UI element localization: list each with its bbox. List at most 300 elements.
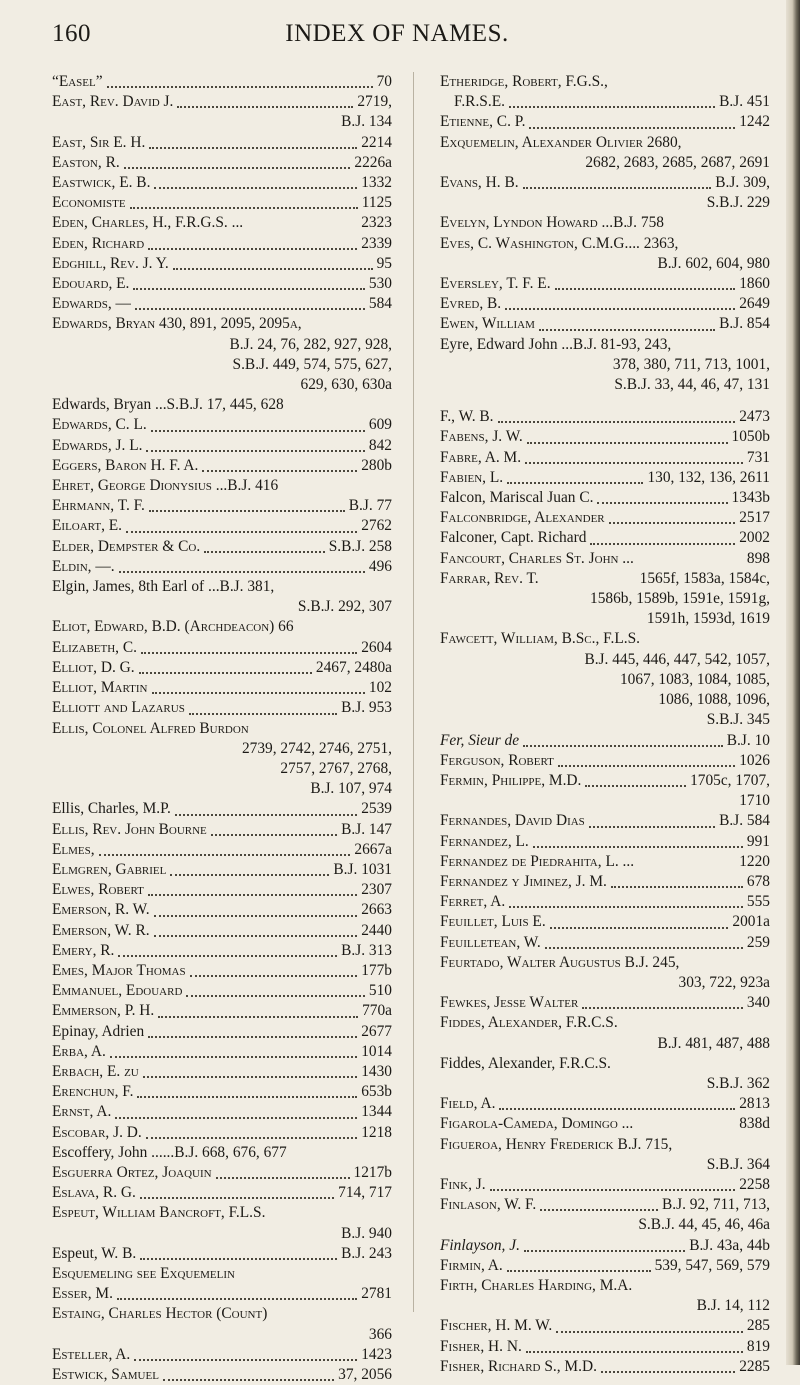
leader-dots (582, 1007, 743, 1009)
entry-reference: 555 (746, 893, 770, 911)
entry-name: Firth, Charles Harding, M.A. (440, 1276, 633, 1294)
leader-dots (119, 571, 365, 573)
index-entry (52, 1264, 392, 1284)
leader-dots (140, 1197, 334, 1199)
entry-name: Elliot, Martin (52, 679, 148, 697)
index-entry (52, 698, 392, 718)
leader-dots (110, 1056, 357, 1058)
entry-name: Emmerson, P. H. (52, 1002, 155, 1020)
entry-name: East, Sir E. H. (52, 133, 146, 151)
index-entry (440, 832, 770, 852)
index-entry (440, 92, 770, 112)
leader-dots (533, 846, 743, 848)
leader-dots (539, 329, 715, 331)
index-entry (440, 1316, 770, 1336)
index-entry (440, 294, 770, 314)
entry-name: Edouard, E. (52, 275, 130, 293)
leader-dots (509, 106, 715, 108)
index-entry (440, 407, 770, 427)
entry-continuation: 378, 380, 711, 713, 1001, (612, 355, 770, 373)
entry-name: Farrar, Rev. T. (440, 569, 539, 587)
entry-continuation: 2682, 2683, 2685, 2687, 2691 (585, 153, 770, 171)
entry-name: Feuilletean, W. (440, 933, 541, 951)
index-entry (440, 274, 770, 294)
index-entry (440, 133, 770, 153)
leader-dots (216, 1177, 350, 1179)
entry-reference: B.J. 1031 (333, 860, 392, 878)
entry-reference: B.J. 854 (719, 315, 770, 333)
entry-reference: 1332 (361, 174, 392, 192)
index-entry (52, 254, 392, 274)
index-entry (440, 1094, 770, 1114)
page-edge-shadow (786, 0, 800, 1365)
entry-reference: 259 (746, 933, 770, 951)
entry-reference: B.J. 953 (341, 699, 392, 717)
entry-name: Ehret, George Dionysius ...B.J. 416 (52, 477, 279, 495)
leader-dots (149, 147, 357, 149)
entry-name: Fiddes, Alexander, F.R.C.S. (440, 1054, 611, 1072)
index-entry (52, 840, 392, 860)
leader-dots (139, 672, 312, 674)
entry-name: Espeut, W. B. (52, 1244, 137, 1262)
entry-reference: 2323 (361, 214, 392, 232)
index-entry (440, 993, 770, 1013)
entry-name: Fancourt, Charles St. John ... (440, 549, 634, 567)
entry-name: Ehrmann, T. F. (52, 497, 145, 515)
index-entry (440, 112, 770, 132)
entry-name: Elwes, Robert (52, 881, 144, 899)
index-entry (52, 1163, 392, 1183)
entry-name: Elmgren, Gabriel (52, 860, 167, 878)
index-entry (52, 1183, 392, 1203)
index-entry (440, 811, 770, 831)
entry-reference: 1220 (739, 852, 770, 870)
leader-dots (499, 1108, 735, 1110)
entry-name: Elliott and Lazarus (52, 699, 185, 717)
index-entry (52, 92, 392, 112)
entry-reference: 2467, 2480a (315, 658, 392, 676)
index-entry (52, 981, 392, 1001)
entry-reference: 2473 (739, 408, 770, 426)
index-entry (440, 1013, 770, 1033)
entry-continuation: B.J. 481, 487, 488 (657, 1034, 770, 1052)
leader-dots (163, 1379, 334, 1381)
leader-dots (186, 995, 365, 997)
leader-dots (177, 106, 353, 108)
entry-name: Ellis, Colonel Alfred Burdon (52, 719, 249, 737)
leader-dots (118, 955, 337, 957)
index-entry (52, 1244, 392, 1264)
entry-continuation: B.J. 24, 76, 282, 927, 928, (229, 335, 392, 353)
leader-dots (158, 1016, 358, 1018)
index-entry (440, 1256, 770, 1276)
entry-reference: 2677 (361, 1022, 392, 1040)
entry-name: Ferret, A. (440, 893, 506, 911)
entry-reference: B.J. 10 (726, 731, 770, 749)
leader-dots (540, 1209, 658, 1211)
entry-continuation: B.J. 940 (341, 1224, 392, 1242)
entry-reference: 1125 (361, 194, 392, 212)
index-entry (52, 294, 392, 314)
index-entry (52, 658, 392, 678)
index-entry (440, 1135, 770, 1155)
entry-name: Falconer, Capt. Richard (440, 529, 587, 547)
index-entry (440, 872, 770, 892)
index-entry (52, 476, 392, 496)
entry-reference: 2339 (361, 234, 392, 252)
leader-dots (498, 421, 736, 423)
index-entry (52, 1082, 392, 1102)
entry-continuation: B.J. 602, 604, 980 (657, 254, 770, 272)
leader-dots (189, 713, 337, 715)
entry-name: Ellis, Charles, M.P. (52, 800, 171, 818)
entry-name: F.R.S.E. (454, 93, 505, 111)
entry-name: Ellis, Rev. John Bourne (52, 820, 207, 838)
entry-name: Firmin, A. (440, 1256, 503, 1274)
index-entry (440, 1054, 770, 1074)
entry-reference: 1242 (739, 113, 770, 131)
entry-reference: 1217b (353, 1163, 392, 1181)
index-entry (52, 1143, 392, 1163)
index-entry (440, 1337, 770, 1357)
index-entry (440, 72, 770, 92)
index-entry (440, 731, 770, 751)
entry-reference: 2307 (361, 881, 392, 899)
running-title: INDEX OF NAMES. (285, 20, 509, 47)
entry-reference: 1344 (361, 1103, 392, 1121)
entry-reference: 609 (368, 416, 392, 434)
leader-dots (555, 288, 736, 290)
entry-name: Edghill, Rev. J. Y. (52, 254, 169, 272)
entry-reference: 1218 (361, 1123, 392, 1141)
index-entry (52, 719, 392, 739)
entry-name: Evans, H. B. (440, 174, 519, 192)
entry-continuation: 629, 630, 630a (300, 376, 392, 394)
page-header (52, 20, 742, 54)
leader-dots (173, 268, 373, 270)
entry-name: Elizabeth, C. (52, 638, 137, 656)
entry-name: Exquemelin, Alexander Olivier 2680, (440, 133, 682, 151)
entry-reference: 2762 (361, 517, 392, 535)
entry-continuation: S.B.J. 229 (706, 194, 770, 212)
leader-dots (545, 947, 743, 949)
entry-name: Ewen, William (440, 315, 535, 333)
entry-continuation: S.B.J. 345 (706, 711, 770, 729)
index-entry (440, 488, 770, 508)
entry-reference: 1014 (361, 1042, 392, 1060)
leader-dots (148, 1036, 357, 1038)
entry-name: Fisher, H. N. (440, 1337, 522, 1355)
index-entry (52, 860, 392, 880)
entry-name: Eyre, Edward John ...B.J. 81-93, 243, (440, 335, 672, 353)
leader-dots (556, 1331, 743, 1333)
entry-continuation: S.B.J. 362 (706, 1074, 770, 1092)
entry-reference: 496 (368, 557, 392, 575)
index-entry (440, 335, 770, 355)
entry-name: Fink, J. (440, 1175, 486, 1193)
entry-reference: 2604 (361, 638, 392, 656)
index-entry (52, 153, 392, 173)
index-entry (440, 629, 770, 649)
entry-continuation: S.B.J. 364 (706, 1155, 770, 1173)
leader-dots (140, 1258, 337, 1260)
entry-reference: 898 (746, 549, 770, 567)
leader-dots (107, 86, 373, 88)
index-entry (440, 1357, 770, 1377)
entry-name: Figarola-Cameda, Domingo ... (440, 1115, 634, 1133)
leader-dots (115, 1117, 357, 1119)
leader-dots (146, 450, 364, 452)
entry-name: Field, A. (440, 1095, 496, 1113)
entry-continuation: 1067, 1083, 1084, 1085, (619, 670, 770, 688)
entry-name: Fermin, Philippe, M.D. (440, 771, 582, 789)
entry-reference: 1423 (361, 1345, 392, 1363)
index-entry (52, 820, 392, 840)
entry-name: Finlayson, J. (440, 1236, 520, 1254)
index-entry (440, 751, 770, 771)
index-entry (52, 72, 392, 92)
leader-dots (507, 482, 643, 484)
entry-reference: 2667a (354, 840, 392, 858)
index-entry (52, 516, 392, 536)
entry-reference: 510 (368, 982, 392, 1000)
leader-dots (609, 522, 736, 524)
entry-reference: B.J. 313 (341, 941, 392, 959)
index-entry (52, 941, 392, 961)
entry-name: Esteller, A. (52, 1345, 131, 1363)
entry-name: Eves, C. Washington, C.M.G.... 2363, (440, 234, 679, 252)
leader-dots (134, 1359, 357, 1361)
entry-name: Eslava, R. G. (52, 1184, 136, 1202)
entry-reference: 678 (746, 872, 770, 890)
index-entry (52, 1123, 392, 1143)
entry-name: Erenchun, F. (52, 1083, 134, 1101)
column-divider (413, 72, 414, 1312)
entry-name: Fernandez y Jiminez, J. M. (440, 872, 607, 890)
entry-name: Estaing, Charles Hector (Count) (52, 1305, 268, 1323)
index-column-left (52, 72, 392, 1385)
entry-reference: B.J. 243 (341, 1244, 392, 1262)
entry-name: Emerson, W. R. (52, 921, 150, 939)
leader-dots (126, 531, 357, 533)
entry-reference: B.J. 92, 711, 713, (661, 1196, 770, 1214)
leader-dots (154, 935, 358, 937)
entry-name: Easton, R. (52, 153, 120, 171)
entry-reference: 731 (746, 448, 770, 466)
entry-name: Fernandez, L. (440, 832, 529, 850)
index-entry (440, 508, 770, 528)
index-entry (440, 1114, 770, 1134)
entry-name: Escoffery, John ......B.J. 668, 676, 677 (52, 1143, 287, 1161)
entry-reference: 1705c, 1707, (690, 771, 770, 789)
entry-reference: 1860 (739, 275, 770, 293)
index-entry (52, 213, 392, 233)
entry-name: Epinay, Adrien (52, 1022, 145, 1040)
entry-reference: 819 (746, 1337, 770, 1355)
entry-continuation: 1710 (739, 792, 770, 810)
leader-dots (507, 1270, 651, 1272)
index-entry (52, 395, 392, 415)
leader-dots (558, 765, 735, 767)
entry-name: Eversley, T. F. E. (440, 275, 551, 293)
entry-name: Espeut, William Bancroft, F.L.S. (52, 1204, 266, 1222)
leader-dots (601, 1371, 735, 1373)
entry-name: Eden, Charles, H., F.R.G.S. ... (52, 214, 244, 232)
index-entry (52, 234, 392, 254)
index-entry (52, 961, 392, 981)
index-entry (52, 1304, 392, 1324)
entry-name: Edwards, Bryan 430, 891, 2095, 2095a, (52, 315, 302, 333)
leader-dots (611, 886, 743, 888)
index-entry (52, 1203, 392, 1223)
entry-reference: 2719, (357, 93, 392, 111)
entry-reference: B.J. 77 (348, 497, 392, 515)
leader-dots (149, 510, 345, 512)
leader-dots (529, 127, 735, 129)
index-entry (52, 1345, 392, 1365)
entry-name: Elder, Dempster & Co. (52, 537, 201, 555)
entry-name: Emery, R. (52, 941, 115, 959)
leader-dots (141, 652, 357, 654)
index-entry (440, 1195, 770, 1215)
entry-reference: 770a (362, 1002, 392, 1020)
index-entry (440, 892, 770, 912)
entry-continuation: B.J. 14, 112 (696, 1297, 770, 1315)
entry-name: Feurtado, Walter Augustus B.J. 245, (440, 953, 680, 971)
entry-name: Elmes, (52, 840, 95, 858)
entry-reference: 130, 132, 136, 2611 (647, 468, 770, 486)
entry-name: Evelyn, Lyndon Howard ...B.J. 758 (440, 214, 664, 232)
index-entry (52, 133, 392, 153)
entry-reference: 2258 (739, 1175, 770, 1193)
entry-reference: 102 (368, 679, 392, 697)
entry-continuation: S.B.J. 44, 45, 46, 46a (638, 1216, 770, 1234)
index-entry (440, 528, 770, 548)
index-entry (440, 771, 770, 791)
index-entry (52, 638, 392, 658)
entry-reference: 2539 (361, 800, 392, 818)
entry-name: Estwick, Samuel (52, 1366, 159, 1383)
entry-name: East, Rev. David J. (52, 93, 174, 111)
leader-dots (204, 551, 325, 553)
index-entry (52, 1365, 392, 1385)
index-entry (52, 537, 392, 557)
entry-name: Edwards, Bryan ...S.B.J. 17, 445, 628 (52, 396, 284, 414)
index-entry (440, 1276, 770, 1296)
entry-continuation: 2757, 2767, 2768, (280, 759, 392, 777)
index-entry (52, 456, 392, 476)
index-entry (52, 1022, 392, 1042)
entry-continuation: S.B.J. 449, 574, 575, 627, (232, 355, 392, 373)
entry-reference: 1565f, 1583a, 1584c, (639, 569, 770, 587)
entry-reference: 2663 (361, 901, 392, 919)
entry-continuation: 1086, 1088, 1096, (658, 691, 770, 709)
entry-reference: 991 (746, 832, 770, 850)
leader-dots (148, 894, 357, 896)
entry-reference: 584 (368, 295, 392, 313)
entry-continuation: B.J. 445, 446, 447, 542, 1057, (584, 650, 770, 668)
entry-name: Eiloart, E. (52, 517, 123, 535)
entry-reference: 2813 (739, 1095, 770, 1113)
entry-reference: 2781 (361, 1285, 392, 1303)
index-entry (52, 415, 392, 435)
entry-name: Elgin, James, 8th Earl of ...B.J. 381, (52, 578, 275, 596)
entry-reference: 1026 (739, 751, 770, 769)
entry-reference: 177b (361, 961, 392, 979)
entry-reference: 95 (376, 254, 392, 272)
entry-name: Falconbridge, Alexander (440, 509, 605, 527)
index-entry (440, 912, 770, 932)
page-number: 160 (52, 20, 91, 47)
entry-reference: 2002 (739, 529, 770, 547)
index-entry (440, 427, 770, 447)
index-entry (52, 1062, 392, 1082)
leader-dots (117, 1298, 357, 1300)
entry-name: Fernandes, David Dias (440, 812, 585, 830)
index-entry (440, 468, 770, 488)
leader-dots (526, 1351, 743, 1353)
entry-reference: 1343b (731, 489, 770, 507)
index-entry (440, 314, 770, 334)
entry-name: Ferguson, Robert (440, 751, 554, 769)
leader-dots (130, 207, 358, 209)
entry-reference: 285 (746, 1317, 770, 1335)
entry-reference: 2214 (361, 133, 392, 151)
entry-name: F., W. B. (440, 408, 494, 426)
index-entry (52, 1284, 392, 1304)
leader-dots (211, 834, 337, 836)
index-entry (440, 933, 770, 953)
entry-name: Eldin, —. (52, 557, 115, 575)
leader-dots (590, 543, 735, 545)
leader-dots (135, 308, 365, 310)
entry-name: Eastwick, E. B. (52, 174, 151, 192)
index-entry (440, 1236, 770, 1256)
leader-dots (524, 1250, 685, 1252)
entry-name: Fer, Sieur de (440, 731, 520, 749)
entry-name: Esquemeling see Exquemelin (52, 1264, 235, 1282)
index-entry (52, 880, 392, 900)
entry-name: Fabre, A. M. (440, 448, 522, 466)
entry-name: Edwards, — (52, 295, 131, 313)
leader-dots (146, 1137, 357, 1139)
leader-dots (523, 745, 723, 747)
index-entry (52, 799, 392, 819)
index-entry (52, 496, 392, 516)
entry-name: Ernst, A. (52, 1103, 112, 1121)
index-entry (52, 1102, 392, 1122)
index-entry (52, 617, 392, 637)
index-entry (52, 557, 392, 577)
entry-name: Esguerra Ortez, Joaquin (52, 1163, 212, 1181)
leader-dots (190, 975, 358, 977)
entry-reference: 70 (376, 73, 392, 90)
entry-name: Evred, B. (440, 295, 502, 313)
index-entry (440, 234, 770, 254)
index-entry (440, 569, 770, 589)
entry-continuation: B.J. 107, 974 (310, 780, 392, 798)
entry-name: Economiste (52, 194, 126, 212)
entry-name: Edwards, J. L. (52, 436, 143, 454)
entry-reference: 2001a (732, 913, 770, 931)
entry-continuation: S.B.J. 292, 307 (297, 598, 392, 616)
entry-reference: 2285 (739, 1357, 770, 1375)
index-entry (52, 900, 392, 920)
index-entry (52, 193, 392, 213)
entry-reference: 1430 (361, 1062, 392, 1080)
leader-dots (523, 187, 712, 189)
leader-dots (151, 430, 365, 432)
